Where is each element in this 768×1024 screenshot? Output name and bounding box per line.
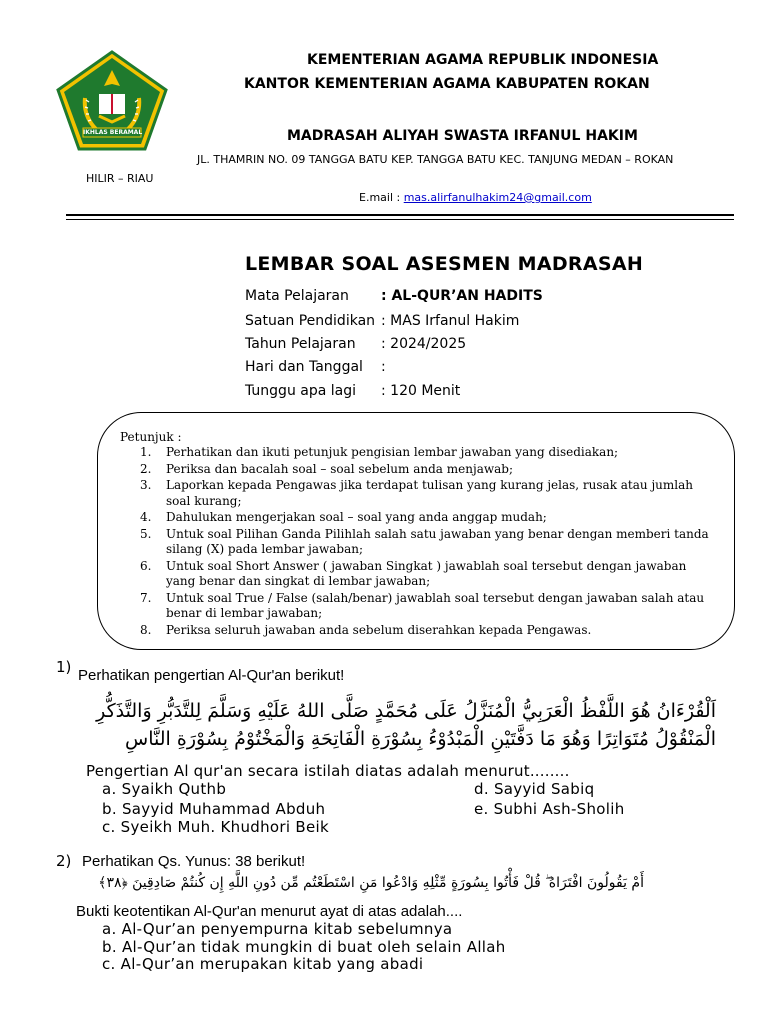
question-1-option-d[interactable]: d. Sayyid Sabiq <box>474 780 595 798</box>
info-value: : <box>381 359 386 375</box>
info-label: Hari dan Tanggal <box>245 359 363 375</box>
question-1-option-b[interactable]: b. Sayyid Muhammad Abduh <box>102 800 326 818</box>
instruction-item <box>140 478 715 508</box>
info-row-school <box>245 313 519 329</box>
info-row-subject <box>245 288 543 304</box>
question-1-arabic-line-1: اَلْقُرْءَانُ هُوَ اللَّفْظُ الْعَرَبِيُّ الْمُنَزَّلُ عَلَى مُحَمَّدٍ صَلَّى اللهُ عَلَيْهِ وَسَلَّمَ لِلتَّدَبُّرِ وَالتَّذَكُّرِ <box>96 700 716 722</box>
question-2-option-b[interactable]: b. Al-Qur’an tidak mungkin di buat oleh selain Allah <box>102 938 506 956</box>
question-1-option-a[interactable]: a. Syaikh Quthb <box>102 780 227 798</box>
info-label: Tahun Pelajaran <box>245 336 356 352</box>
info-value: : AL-QUR’AN HADITS <box>381 288 543 304</box>
instruction-text: Periksa seluruh jawaban anda sebelum diserahkan kepada Pengawas. <box>166 622 592 637</box>
instruction-item <box>140 591 715 621</box>
instruction-text: Untuk soal Pilihan Ganda Pilihlah salah satu jawaban yang benar dengan memberi tanda silang (X) pada lembar jawaban; <box>166 527 709 557</box>
question-1-option-c[interactable]: c. Syeikh Muh. Khudhori Beik <box>102 818 329 836</box>
instruction-number: 6. <box>140 558 152 573</box>
email-label: E.mail : <box>359 191 404 204</box>
instruction-item <box>140 510 715 525</box>
question-2-option-c[interactable]: c. Al-Qur’an merupakan kitab yang abadi <box>102 955 424 973</box>
instruction-item <box>140 559 715 589</box>
instruction-item <box>140 445 715 460</box>
email-line <box>359 191 592 204</box>
school-address-line-2: HILIR – RIAU <box>86 172 154 185</box>
instruction-number: 3. <box>140 478 152 493</box>
instruction-text: Untuk soal Short Answer ( jawaban Singkat ) jawablah soal tersebut dengan jawaban yang benar dan singkat di lembar jawaban; <box>166 558 687 589</box>
instruction-number: 8. <box>140 622 152 637</box>
info-row-duration <box>245 383 460 399</box>
instructions-list <box>140 445 715 639</box>
header-rule-thin <box>66 219 734 220</box>
question-2-text: Bukti keotentikan Al-Qur'an menurut ayat di atas adalah.... <box>76 903 463 920</box>
question-1-option-e[interactable]: e. Subhi Ash-Sholih <box>474 800 625 818</box>
instruction-text: Laporkan kepada Pengawas jika terdapat tulisan yang kurang jelas, rusak atau jumlah soal kurang; <box>166 478 694 508</box>
question-1-text: Pengertian Al qur'an secara istilah diatas adalah menurut........ <box>86 762 570 780</box>
instruction-number: 4. <box>140 510 152 525</box>
info-row-year <box>245 336 466 352</box>
logo-motto: IKHLAS BERAMAL <box>83 129 143 136</box>
question-1-prompt: Perhatikan pengertian Al-Qur'an berikut! <box>78 667 345 684</box>
info-label: Tunggu apa lagi <box>245 383 357 399</box>
question-1-number: 1) <box>56 658 72 676</box>
document-title: LEMBAR SOAL ASESMEN MADRASAH <box>245 253 644 275</box>
ministry-name: KEMENTERIAN AGAMA REPUBLIK INDONESIA <box>307 52 659 68</box>
question-2-arabic: أَمْ يَقُولُونَ افْتَرَاهُ ۖ قُلْ فَأْتُوا بِسُورَةٍ مِّثْلِهِ وَادْعُوا مَنِ اسْتَطَعْتُم مِّن دُونِ اللَّهِ إِن كُنتُمْ صَادِقِينَ ﴿٣٨﴾ <box>98 875 644 891</box>
instruction-number: 5. <box>140 527 152 542</box>
info-label: Mata Pelajaran <box>245 288 349 304</box>
instruction-text: Dahulukan mengerjakan soal – soal yang anda anggap mudah; <box>166 510 547 525</box>
instruction-number: 1. <box>140 445 152 459</box>
instruction-item <box>140 462 715 477</box>
instruction-item <box>140 623 715 638</box>
instruction-text: Untuk soal True / False (salah/benar) jawablah soal tersebut dengan jawaban salah atau benar di lembar jawaban; <box>166 590 705 621</box>
ministry-logo <box>55 50 169 152</box>
instruction-item <box>140 527 715 557</box>
info-value: : 2024/2025 <box>381 336 467 352</box>
school-address-line-1: JL. THAMRIN NO. 09 TANGGA BATU KEP. TANGGA BATU KEC. TANJUNG MEDAN – ROKAN <box>197 153 674 166</box>
instructions-heading: Petunjuk : <box>120 430 182 444</box>
header-rule-thick <box>66 214 734 216</box>
info-row-date <box>245 359 386 375</box>
email-link[interactable]: mas.alirfanulhakim24@gmail.com <box>403 191 592 204</box>
info-value: : MAS Irfanul Hakim <box>381 313 520 329</box>
question-2-prompt: Perhatikan Qs. Yunus: 38 berikut! <box>82 853 306 870</box>
info-label: Satuan Pendidikan <box>245 313 376 329</box>
question-2-option-a[interactable]: a. Al-Qur’an penyempurna kitab sebelumnya <box>102 920 453 938</box>
instruction-number: 2. <box>140 461 152 476</box>
instruction-text: Periksa dan bacalah soal – soal sebelum anda menjawab; <box>166 461 513 476</box>
office-name: KANTOR KEMENTERIAN AGAMA KABUPATEN ROKAN <box>244 76 650 92</box>
question-2-number: 2) <box>56 852 72 870</box>
question-1-arabic-line-2: الْمَنْقُوْلُ مُتَوَاتِرًا وَهُوَ مَا دَفَّتَيْنِ الْمَبْدُوْءُ بِسُوْرَةِ الْفَاتِحَةِ وَالْمَخْتُوْمُ بِسُوْرَةِ النَّاسِ <box>125 728 716 750</box>
instruction-number: 7. <box>140 590 152 605</box>
school-name: MADRASAH ALIYAH SWASTA IRFANUL HAKIM <box>287 128 638 144</box>
info-value: : 120 Menit <box>381 383 461 399</box>
instruction-text: Perhatikan dan ikuti petunjuk pengisian lembar jawaban yang disediakan; <box>166 445 619 459</box>
